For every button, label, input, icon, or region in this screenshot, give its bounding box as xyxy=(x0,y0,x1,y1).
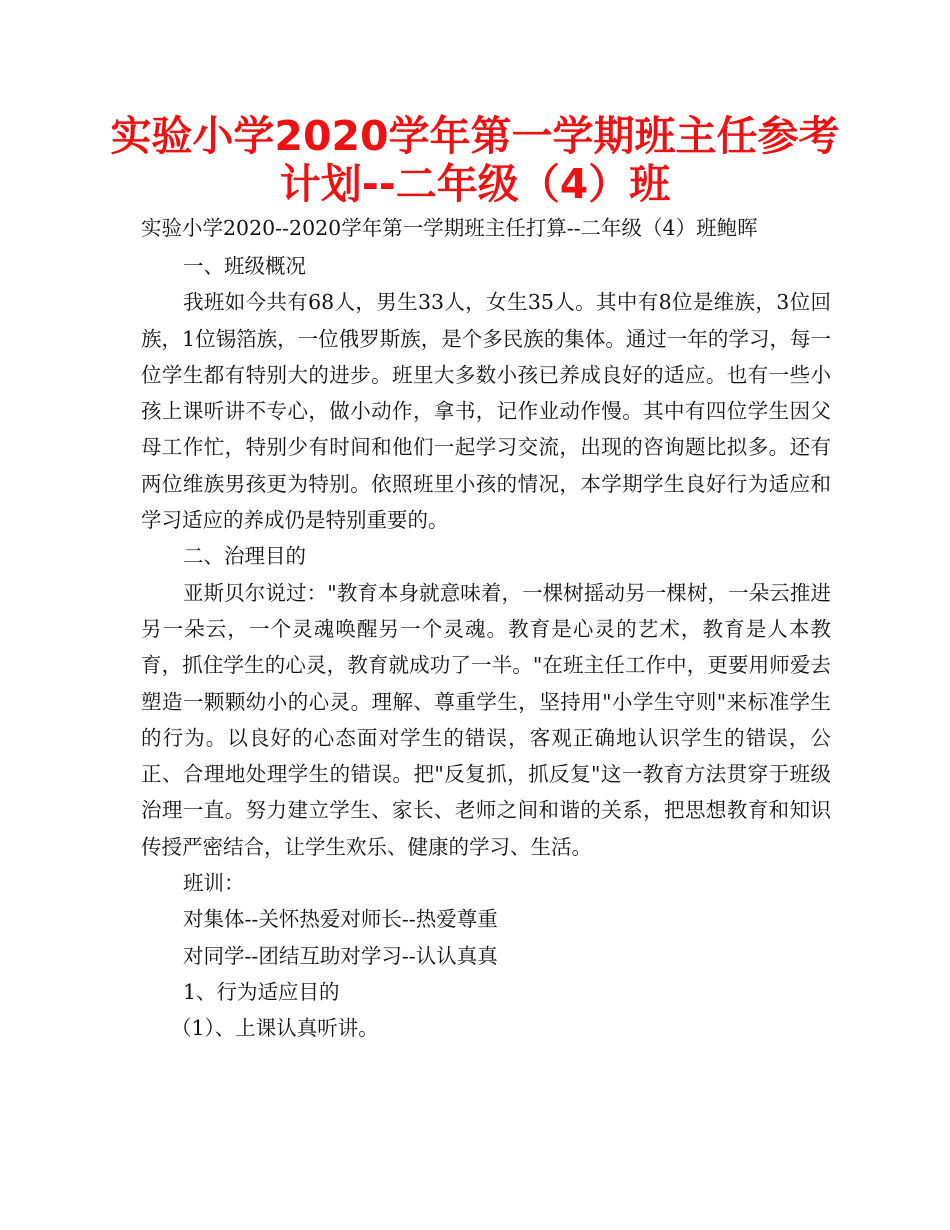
document-body xyxy=(141,209,831,1047)
section-heading-behavior-goals: 1、行为适应目的 xyxy=(183,979,340,1004)
class-motto-line-1: 对集体--关怀热爱对师长--热爱尊重 xyxy=(183,907,498,932)
paragraph-management-goals: 亚斯贝尔说过："教育本身就意味着，一棵树摇动另一棵树，一朵云推进另一朵云，一个灵魂唤醒另一个灵魂。教育是心灵的艺术，教育是人本教育，抓住学生的心灵，教育就成功了一半。"在班主任工作中，更要用师爱去塑造一颗颗幼小的心灵。理解、尊重学生，坚持用"小学生守则"来标准学生的行为。以良好的心态面对学生的错误，客观正确地认识学生的错误，公正、合理地处理学生的错误。把"反复抓，抓反复"这一教育方法贯穿于班级治理一直。努力建立学生、家长、老师之间和谐的关系，把思想教育和知识传授严密结合，让学生欢乐、健康的学习、生活。 xyxy=(141,580,831,859)
paragraph-class-overview: 我班如今共有68人，男生33人，女生35人。其中有8位是维族，3位回族，1位锡箔族，一位俄罗斯族，是个多民族的集体。通过一年的学习，每一位学生都有特别大的进步。班里大多数小孩已养成良好的适应。也有一些小孩上课听讲不专心，做小动作，拿书，记作业动作慢。其中有四位学生因父母工作忙，特别少有时间和他们一起学习交流，出现的咨询题比拟多。还有两位维族男孩更为特别。依照班里小孩的情况，本学期学生良好行为适应和学习适应的养成仍是特别重要的。 xyxy=(141,290,831,533)
list-item-behavior-1: （1）、上课认真听讲。 xyxy=(171,1016,379,1041)
section-heading-management-goals: 二、治理目的 xyxy=(183,544,306,569)
class-motto-label: 班训： xyxy=(183,871,245,896)
section-heading-class-overview: 一、班级概况 xyxy=(183,254,306,278)
class-motto-line-2: 对同学--团结互助对学习--认认真真 xyxy=(183,943,498,968)
document-title: 实验小学2020学年第一学期班主任参考计划--二年级（4）班 xyxy=(110,112,840,208)
document-subtitle: 实验小学2020--2020学年第一学期班主任打算--二年级（4）班鲍晖 xyxy=(141,216,758,240)
